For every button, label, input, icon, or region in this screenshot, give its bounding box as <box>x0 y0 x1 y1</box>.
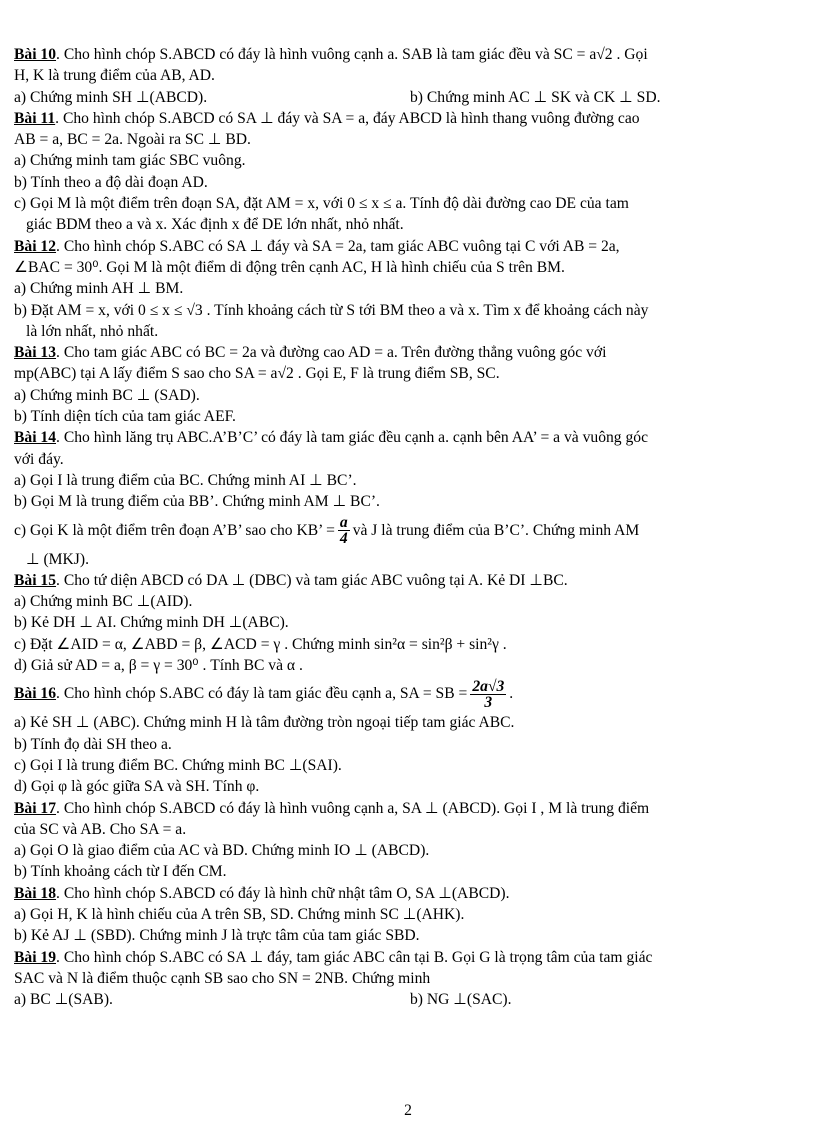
line-text: b) Kẻ AJ ⊥ (SBD). Chứng minh J là trực tâm của tam giác SBD. <box>14 927 420 945</box>
line-text: . Cho tứ diện ABCD có DA ⊥ (DBC) và tam giác ABC vuông tại A. Kẻ DI ⊥BC. <box>56 571 568 589</box>
line-text: c) Gọi M là một điểm trên đoạn SA, đặt AM = x, với 0 ≤ x ≤ a. Tính độ dài đường cao DE của tam <box>14 195 629 213</box>
exercise-heading: Bài 16 <box>14 685 57 703</box>
line-text: b) Tính khoảng cách từ I đến CM. <box>14 863 227 881</box>
line-column-2: b) NG ⊥(SAC). <box>410 991 512 1009</box>
document-body <box>14 44 804 1010</box>
exercise-heading: Bài 14 <box>14 429 57 447</box>
text-line <box>14 549 804 570</box>
line-text: b) Kẻ DH ⊥ AI. Chứng minh DH ⊥(ABC). <box>14 614 289 632</box>
line-text: a) Chứng minh AH ⊥ BM. <box>14 280 184 298</box>
line-text: d) Gọi φ là góc giữa SA và SH. Tính φ. <box>14 778 260 796</box>
exercise-title-line <box>14 798 804 819</box>
text-line <box>14 321 804 342</box>
line-text: giác BDM theo a và x. Xác định x để DE lớn nhất, nhỏ nhất. <box>26 216 404 234</box>
line-text: a) Gọi H, K là hình chiếu của A trên SB, SD. Chứng minh SC ⊥(AHK). <box>14 905 465 923</box>
exercise-title-line <box>14 883 804 904</box>
line-text: ⊥ (MKJ). <box>26 550 89 568</box>
line-text: là lớn nhất, nhỏ nhất. <box>26 322 159 340</box>
exercise-heading: Bài 15 <box>14 571 57 589</box>
fraction-numerator: 2a√3 <box>472 678 505 696</box>
exercise-title-line <box>14 342 804 363</box>
text-line <box>14 904 804 925</box>
line-text: SAC và N là điểm thuộc cạnh SB sao cho SN = 2NB. Chứng minh <box>14 969 431 987</box>
exercise-heading: Bài 10 <box>14 46 57 63</box>
line-text: . Cho hình chóp S.ABCD có đáy là hình chữ nhật tâm O, SA ⊥(ABCD). <box>56 884 510 902</box>
line-text: ∠BAC = 30⁰. Gọi M là một điểm di động trên cạnh AC, H là hình chiếu của S trên BM. <box>14 258 565 276</box>
line-text: . Cho tam giác ABC có BC = 2a và đường cao AD = a. Trên đường thẳng vuông góc với <box>56 344 607 362</box>
text-line <box>14 925 804 946</box>
text-line <box>14 712 804 733</box>
exercise-title-line <box>14 947 804 968</box>
line-text: . Cho hình lăng trụ ABC.A’B’C’ có đáy là tam giác đều cạnh a. cạnh bên AA’ = a và vuông góc <box>56 429 649 447</box>
exercise-heading: Bài 19 <box>14 948 57 966</box>
text-line <box>14 300 804 321</box>
line-column-1: a) Chứng minh SH ⊥(ABCD). <box>14 88 208 106</box>
text-line <box>14 470 804 491</box>
text-line <box>14 734 804 755</box>
text-line <box>14 278 804 299</box>
line-text: AB = a, BC = 2a. Ngoài ra SC ⊥ BD. <box>14 131 251 149</box>
line-text: c) Đặt ∠AID = α, ∠ABD = β, ∠ACD = γ . Chứng minh sin²α = sin²β + sin²γ . <box>14 635 507 653</box>
exercise-heading: Bài 11 <box>14 109 56 127</box>
line-text: với đáy. <box>14 450 64 468</box>
line-text-after: . <box>509 685 514 703</box>
text-line-two-column <box>14 87 804 108</box>
exercise-heading: Bài 12 <box>14 237 57 255</box>
text-line <box>14 612 804 633</box>
line-text: . Cho hình chóp S.ABCD có đáy là hình vuông cạnh a. SAB là tam giác đều và SC = a√2 . Gọi <box>56 46 648 63</box>
line-text: b) Tính đọ dài SH theo a. <box>14 735 172 753</box>
text-line <box>14 363 804 384</box>
line-text: . Cho hình chóp S.ABCD có SA ⊥ đáy và SA = a, đáy ABCD là hình thang vuông đường cao <box>55 109 640 127</box>
line-text: a) Chứng minh tam giác SBC vuông. <box>14 152 246 170</box>
line-text: a) Kẻ SH ⊥ (ABC). Chứng minh H là tâm đường tròn ngoại tiếp tam giác ABC. <box>14 714 515 732</box>
text-line <box>14 776 804 797</box>
fraction-denominator: 3 <box>484 694 493 712</box>
line-text: của SC và AB. Cho SA = a. <box>14 820 187 838</box>
text-line <box>14 819 804 840</box>
text-line <box>14 755 804 776</box>
text-line <box>14 193 804 214</box>
text-line <box>14 591 804 612</box>
text-line <box>14 491 804 512</box>
exercise-heading: Bài 17 <box>14 799 57 817</box>
line-column-1: a) BC ⊥(SAB). <box>14 991 113 1009</box>
line-text: d) Giả sử AD = a, β = γ = 30⁰ . Tính BC và α . <box>14 657 303 675</box>
text-line <box>14 129 804 150</box>
text-line-with-fraction <box>14 513 804 549</box>
exercise-title-line <box>14 570 804 591</box>
line-text-after: và J là trung điểm của B’C’. Chứng minh AM <box>352 521 640 539</box>
text-line <box>14 172 804 193</box>
text-line <box>14 385 804 406</box>
fraction <box>338 515 350 546</box>
line-text: a) Gọi O là giao điểm của AC và BD. Chứng minh IO ⊥ (ABCD). <box>14 842 430 860</box>
text-line-two-column <box>14 989 804 1010</box>
fraction <box>470 679 506 710</box>
text-line <box>14 150 804 171</box>
exercise-heading: Bài 13 <box>14 344 57 362</box>
line-text-before: . Cho hình chóp S.ABC có đáy là tam giác đều cạnh a, SA = SB = <box>56 685 468 703</box>
line-text-before: c) Gọi K là một điểm trên đoạn A’B’ sao cho KB’ = <box>14 521 335 539</box>
line-text: a) Chứng minh BC ⊥ (SAD). <box>14 386 200 404</box>
text-line <box>14 861 804 882</box>
fraction-denominator: 4 <box>339 530 348 548</box>
exercise-heading: Bài 18 <box>14 884 57 902</box>
line-text: . Cho hình chóp S.ABC có SA ⊥ đáy và SA = 2a, tam giác ABC vuông tại C với AB = 2a, <box>56 237 620 255</box>
line-text: a) Gọi I là trung điểm của BC. Chứng minh AI ⊥ BC’. <box>14 471 357 489</box>
line-text: b) Tính theo a độ dài đoạn AD. <box>14 173 208 191</box>
line-text: b) Tính diện tích của tam giác AEF. <box>14 408 236 426</box>
text-line <box>14 968 804 989</box>
text-line <box>14 65 804 86</box>
text-line <box>14 257 804 278</box>
line-text: . Cho hình chóp S.ABC có SA ⊥ đáy, tam giác ABC cân tại B. Gọi G là trọng tâm của tam giác <box>56 948 653 966</box>
text-line <box>14 840 804 861</box>
text-line <box>14 449 804 470</box>
text-line <box>14 634 804 655</box>
page-number: 2 <box>404 1102 412 1119</box>
line-text: . Cho hình chóp S.ABCD có đáy là hình vuông cạnh a, SA ⊥ (ABCD). Gọi I , M là trung điểm <box>56 799 650 817</box>
line-text: H, K là trung điểm của AB, AD. <box>14 67 215 85</box>
exercise-title-line <box>14 236 804 257</box>
line-text: c) Gọi I là trung điểm BC. Chứng minh BC ⊥(SAI). <box>14 756 342 774</box>
exercise-title-line <box>14 427 804 448</box>
line-text: b) Gọi M là trung điểm của BB’. Chứng minh AM ⊥ BC’. <box>14 493 380 511</box>
text-line-with-fraction <box>14 676 804 712</box>
fraction-numerator: a <box>339 514 348 532</box>
exercise-title-line <box>14 44 804 65</box>
text-line <box>14 406 804 427</box>
line-text: a) Chứng minh BC ⊥(AID). <box>14 593 193 611</box>
line-text: b) Đặt AM = x, với 0 ≤ x ≤ √3 . Tính khoảng cách từ S tới BM theo a và x. Tìm x để khoảng cách này <box>14 301 649 319</box>
exercise-title-line <box>14 108 804 129</box>
text-line <box>14 214 804 235</box>
line-text: mp(ABC) tại A lấy điểm S sao cho SA = a√2 . Gọi E, F là trung điểm SB, SC. <box>14 365 500 383</box>
text-line <box>14 655 804 676</box>
line-column-2: b) Chứng minh AC ⊥ SK và CK ⊥ SD. <box>410 88 661 106</box>
